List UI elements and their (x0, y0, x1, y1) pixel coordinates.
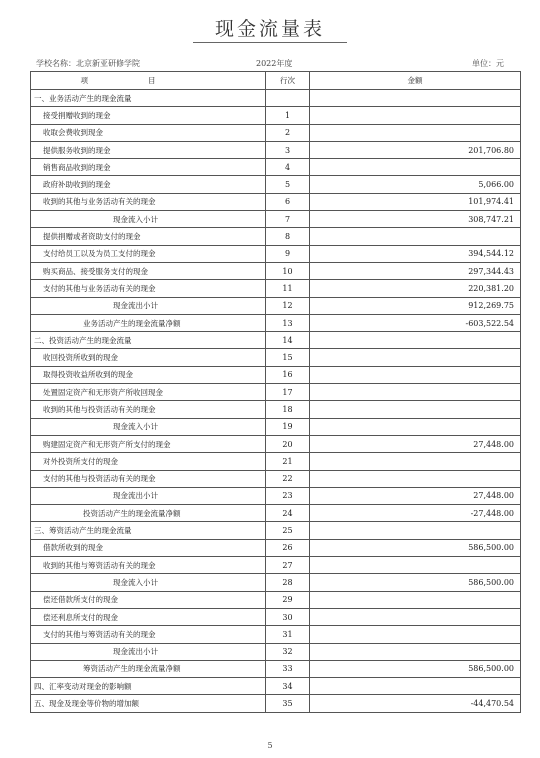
table-row (31, 332, 521, 349)
row-amount: 586,500.00 (310, 660, 521, 677)
row-item-label: 购买商品、接受服务支付的现金 (31, 262, 266, 279)
report-title: 现金流量表 (214, 18, 325, 40)
row-item-label: 四、汇率变动对现金的影响额 (31, 678, 266, 695)
table-row (31, 159, 521, 176)
row-item-label: 收到的其他与筹资活动有关的现金 (31, 557, 266, 574)
row-number: 12 (266, 297, 310, 314)
row-item-label: 现金流入小计 (31, 418, 266, 435)
table-row (31, 349, 521, 366)
row-item-label: 偿还利息所支付的现金 (31, 608, 266, 625)
table-row (31, 660, 521, 677)
table-row (31, 608, 521, 625)
row-number: 27 (266, 557, 310, 574)
row-amount: 101,974.41 (310, 193, 521, 210)
table-row (31, 193, 521, 210)
row-item-label: 处置固定资产和无形资产所收回现金 (31, 384, 266, 401)
row-amount (310, 349, 521, 366)
table-row (31, 366, 521, 383)
row-amount (310, 522, 521, 539)
table-body (31, 90, 521, 713)
table-row (31, 539, 521, 556)
row-number: 26 (266, 539, 310, 556)
row-amount (310, 626, 521, 643)
row-amount (310, 591, 521, 608)
table-row (31, 297, 521, 314)
table-row (31, 90, 521, 107)
row-amount (310, 453, 521, 470)
row-item-label: 购建固定资产和无形资产所支付的现金 (31, 435, 266, 452)
row-amount: 394,544.12 (310, 245, 521, 262)
row-amount: -603,522.54 (310, 314, 521, 331)
row-amount (310, 643, 521, 660)
row-amount: 201,706.80 (310, 141, 521, 158)
row-number: 11 (266, 280, 310, 297)
row-item-label: 现金流出小计 (31, 297, 266, 314)
row-amount: -27,448.00 (310, 505, 521, 522)
row-amount (310, 228, 521, 245)
row-item-label: 投资活动产生的现金流量净额 (31, 505, 266, 522)
title-underline (193, 42, 347, 43)
row-amount (310, 470, 521, 487)
row-amount: 586,500.00 (310, 574, 521, 591)
page-number: 5 (267, 741, 273, 750)
row-item-label: 一、业务活动产生的现金流量 (31, 90, 266, 107)
row-item-label: 收到的其他与投资活动有关的现金 (31, 401, 266, 418)
row-amount (310, 401, 521, 418)
row-amount (310, 159, 521, 176)
row-item-label: 支付的其他与筹资活动有关的现金 (31, 626, 266, 643)
row-item-label: 收到的其他与业务活动有关的现金 (31, 193, 266, 210)
table-row (31, 487, 521, 504)
header-amount: 金额 (310, 72, 521, 90)
row-amount (310, 332, 521, 349)
row-item-label: 支付给员工以及为员工支付的现金 (31, 245, 266, 262)
row-number: 9 (266, 245, 310, 262)
table-row (31, 401, 521, 418)
row-number: 3 (266, 141, 310, 158)
row-item-label: 现金流出小计 (31, 487, 266, 504)
row-number: 23 (266, 487, 310, 504)
row-amount (310, 418, 521, 435)
header-row-no: 行次 (266, 72, 310, 90)
table-row (31, 280, 521, 297)
row-item-label: 现金流出小计 (31, 643, 266, 660)
table-row (31, 557, 521, 574)
row-item-label: 提供服务收到的现金 (31, 141, 266, 158)
currency-unit: 单位：元 (472, 59, 504, 68)
row-number: 5 (266, 176, 310, 193)
table-row (31, 643, 521, 660)
row-amount: 912,269.75 (310, 297, 521, 314)
table-row (31, 470, 521, 487)
table-row (31, 505, 521, 522)
table-row (31, 141, 521, 158)
row-amount (310, 124, 521, 141)
row-amount (310, 366, 521, 383)
row-item-label: 三、筹资活动产生的现金流量 (31, 522, 266, 539)
row-amount: 297,344.43 (310, 262, 521, 279)
row-number: 14 (266, 332, 310, 349)
row-amount: 27,448.00 (310, 435, 521, 452)
row-item-label: 对外投资所支付的现金 (31, 453, 266, 470)
row-amount (310, 384, 521, 401)
table-row (31, 591, 521, 608)
row-item-label: 支付的其他与业务活动有关的现金 (31, 280, 266, 297)
row-amount: 5,066.00 (310, 176, 521, 193)
table-row (31, 435, 521, 452)
row-amount: -44,470.54 (310, 695, 521, 712)
row-item-label: 偿还借款所支付的现金 (31, 591, 266, 608)
row-number: 28 (266, 574, 310, 591)
row-amount: 27,448.00 (310, 487, 521, 504)
row-item-label: 提供捐赠或者资助支付的现金 (31, 228, 266, 245)
table-row (31, 626, 521, 643)
row-number: 6 (266, 193, 310, 210)
table-row (31, 124, 521, 141)
table-row (31, 228, 521, 245)
table-row (31, 522, 521, 539)
row-number: 16 (266, 366, 310, 383)
row-item-label: 政府补助收到的现金 (31, 176, 266, 193)
row-amount (310, 678, 521, 695)
row-amount (310, 90, 521, 107)
table-row (31, 107, 521, 124)
row-item-label: 接受捐赠收到的现金 (31, 107, 266, 124)
row-number: 32 (266, 643, 310, 660)
row-item-label: 筹资活动产生的现金流量净额 (31, 660, 266, 677)
row-number: 18 (266, 401, 310, 418)
table-header-row (31, 72, 521, 90)
row-amount (310, 107, 521, 124)
table-row (31, 453, 521, 470)
row-item-label: 销售商品收到的现金 (31, 159, 266, 176)
row-number: 31 (266, 626, 310, 643)
row-number: 1 (266, 107, 310, 124)
row-number: 21 (266, 453, 310, 470)
row-item-label: 支付的其他与投资活动有关的现金 (31, 470, 266, 487)
table-row (31, 211, 521, 228)
table-row (31, 574, 521, 591)
row-number: 7 (266, 211, 310, 228)
row-item-label: 借款所收到的现金 (31, 539, 266, 556)
row-number: 19 (266, 418, 310, 435)
row-item-label: 现金流入小计 (31, 574, 266, 591)
report-meta-bar (30, 56, 520, 70)
header-item: 项目 (31, 72, 266, 90)
table-row (31, 262, 521, 279)
row-item-label: 收取会费收到现金 (31, 124, 266, 141)
row-number: 4 (266, 159, 310, 176)
table-row (31, 695, 521, 712)
row-item-label: 五、现金及现金等价物的增加额 (31, 695, 266, 712)
row-number: 15 (266, 349, 310, 366)
row-amount (310, 608, 521, 625)
row-item-label: 收回投资所收到的现金 (31, 349, 266, 366)
table-row (31, 678, 521, 695)
table-row (31, 245, 521, 262)
row-number: 22 (266, 470, 310, 487)
row-item-label: 业务活动产生的现金流量净额 (31, 314, 266, 331)
row-amount: 586,500.00 (310, 539, 521, 556)
row-number: 25 (266, 522, 310, 539)
row-number: 29 (266, 591, 310, 608)
row-number: 35 (266, 695, 310, 712)
row-number: 17 (266, 384, 310, 401)
row-amount (310, 557, 521, 574)
cash-flow-table (30, 71, 521, 713)
row-item-label: 二、投资活动产生的现金流量 (31, 332, 266, 349)
school-name-label: 学校名称：北京新亚研修学院 (36, 59, 140, 68)
table-row (31, 314, 521, 331)
table-row (31, 418, 521, 435)
table-row (31, 176, 521, 193)
row-item-label: 取得投资收益所收到的现金 (31, 366, 266, 383)
row-item-label: 现金流入小计 (31, 211, 266, 228)
row-amount: 308,747.21 (310, 211, 521, 228)
row-number: 10 (266, 262, 310, 279)
report-year: 2022年度 (256, 59, 293, 68)
row-number: 20 (266, 435, 310, 452)
row-number: 30 (266, 608, 310, 625)
row-number: 8 (266, 228, 310, 245)
row-number: 13 (266, 314, 310, 331)
row-number: 2 (266, 124, 310, 141)
table-row (31, 384, 521, 401)
row-number (266, 90, 310, 107)
row-amount: 220,381.20 (310, 280, 521, 297)
row-number: 34 (266, 678, 310, 695)
row-number: 33 (266, 660, 310, 677)
row-number: 24 (266, 505, 310, 522)
